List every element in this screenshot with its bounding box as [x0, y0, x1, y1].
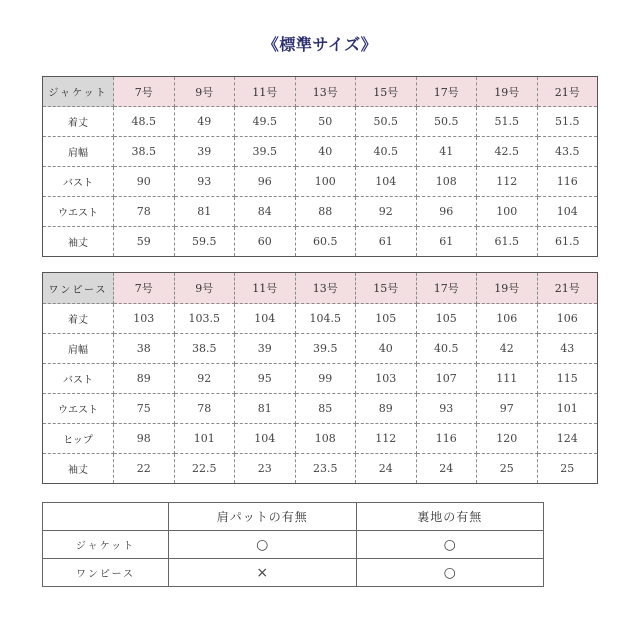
cell: 40.5: [416, 334, 477, 364]
table-row: [43, 394, 598, 424]
cell: 103: [356, 364, 417, 394]
cell: 100: [477, 197, 538, 227]
cell: 42.5: [477, 137, 538, 167]
table-row: [43, 197, 598, 227]
cell: 38.5: [174, 334, 235, 364]
cell: 100: [295, 167, 356, 197]
table-row: [43, 364, 598, 394]
cell: 88: [295, 197, 356, 227]
cell: 49: [174, 107, 235, 137]
cell: 50.5: [356, 107, 417, 137]
row-label: バスト: [43, 364, 114, 394]
jacket-size-table: [42, 76, 598, 257]
row-label: ヒップ: [43, 424, 114, 454]
cell: 61: [356, 227, 417, 257]
row-label: 袖丈: [43, 454, 114, 484]
cell: 99: [295, 364, 356, 394]
size-header: 15号: [356, 77, 417, 107]
cell: 93: [416, 394, 477, 424]
cell: 40: [356, 334, 417, 364]
size-header: 15号: [356, 273, 417, 304]
table-row: [43, 227, 598, 257]
size-header: 11号: [235, 77, 296, 107]
cell: 107: [416, 364, 477, 394]
options-table: [42, 502, 544, 587]
size-header: 13号: [295, 273, 356, 304]
row-label: 着丈: [43, 107, 114, 137]
cell: 24: [416, 454, 477, 484]
cell: 23.5: [295, 454, 356, 484]
row-label: ウエスト: [43, 394, 114, 424]
cell: 41: [416, 137, 477, 167]
cell: 90: [114, 167, 175, 197]
size-header: 19号: [477, 273, 538, 304]
size-header: 9号: [174, 273, 235, 304]
size-header: 7号: [114, 77, 175, 107]
size-header: 17号: [416, 273, 477, 304]
corner-cell: ジャケット: [43, 77, 114, 107]
cell: 38.5: [114, 137, 175, 167]
page-title: 《標準サイズ》: [262, 35, 378, 54]
cell: 101: [174, 424, 235, 454]
cell: 43.5: [537, 137, 598, 167]
size-header: 21号: [537, 273, 598, 304]
cell: 50.5: [416, 107, 477, 137]
circle-mark: ○: [356, 531, 544, 559]
cell: 81: [235, 394, 296, 424]
cell: 111: [477, 364, 538, 394]
cell: 75: [114, 394, 175, 424]
cell: 104: [235, 424, 296, 454]
table-row: [43, 334, 598, 364]
row-label: 肩幅: [43, 334, 114, 364]
table-header-row: [43, 503, 544, 531]
cell: 95: [235, 364, 296, 394]
cell: 24: [356, 454, 417, 484]
cell: 39.5: [295, 334, 356, 364]
cell: 89: [356, 394, 417, 424]
cell: 96: [416, 197, 477, 227]
cell: 40.5: [356, 137, 417, 167]
cell: 39: [174, 137, 235, 167]
cell: 22: [114, 454, 175, 484]
cell: 115: [537, 364, 598, 394]
cell: 25: [537, 454, 598, 484]
size-header: 7号: [114, 273, 175, 304]
shoulder-pad-header: 肩パットの有無: [169, 503, 357, 531]
cell: 78: [174, 394, 235, 424]
cell: 104: [537, 197, 598, 227]
cell: 50: [295, 107, 356, 137]
row-label: 袖丈: [43, 227, 114, 257]
cell: 39: [235, 334, 296, 364]
table-row: [43, 531, 544, 559]
cell: 105: [416, 304, 477, 334]
cell: 81: [174, 197, 235, 227]
cell: 23: [235, 454, 296, 484]
cell: 59.5: [174, 227, 235, 257]
size-header: 9号: [174, 77, 235, 107]
cell: 104: [356, 167, 417, 197]
size-header: 17号: [416, 77, 477, 107]
size-header: 13号: [295, 77, 356, 107]
table-row: [43, 167, 598, 197]
cell: 92: [356, 197, 417, 227]
cell: 49.5: [235, 107, 296, 137]
size-header: 11号: [235, 273, 296, 304]
table-row: [43, 424, 598, 454]
cell: 106: [537, 304, 598, 334]
size-header: 21号: [537, 77, 598, 107]
cell: 51.5: [477, 107, 538, 137]
row-label: 着丈: [43, 304, 114, 334]
table-row: [43, 559, 544, 587]
cell: 97: [477, 394, 538, 424]
onepiece-size-table: [42, 272, 598, 484]
cell: 112: [356, 424, 417, 454]
cell: 51.5: [537, 107, 598, 137]
cell: 42: [477, 334, 538, 364]
corner-cell: ワンピース: [43, 273, 114, 304]
table-row: [43, 137, 598, 167]
cell: 103.5: [174, 304, 235, 334]
cell: 48.5: [114, 107, 175, 137]
cell: 105: [356, 304, 417, 334]
cell: 59: [114, 227, 175, 257]
table-header-row: [43, 77, 598, 107]
cell: 103: [114, 304, 175, 334]
row-label: ワンピース: [43, 559, 169, 587]
cell: 61.5: [477, 227, 538, 257]
cell: 93: [174, 167, 235, 197]
cell: 43: [537, 334, 598, 364]
cell: 60: [235, 227, 296, 257]
cell: 104.5: [295, 304, 356, 334]
row-label: バスト: [43, 167, 114, 197]
cell: 39.5: [235, 137, 296, 167]
corner-cell: [43, 503, 169, 531]
cell: 25: [477, 454, 538, 484]
cell: 38: [114, 334, 175, 364]
cell: 108: [295, 424, 356, 454]
table-row: [43, 454, 598, 484]
cell: 98: [114, 424, 175, 454]
cell: 84: [235, 197, 296, 227]
cell: 101: [537, 394, 598, 424]
table-row: [43, 107, 598, 137]
row-label: ウエスト: [43, 197, 114, 227]
cell: 112: [477, 167, 538, 197]
row-label: 肩幅: [43, 137, 114, 167]
lining-header: 裏地の有無: [356, 503, 544, 531]
cell: 120: [477, 424, 538, 454]
cell: 116: [537, 167, 598, 197]
circle-mark: ○: [169, 531, 357, 559]
cell: 22.5: [174, 454, 235, 484]
cell: 96: [235, 167, 296, 197]
cell: 106: [477, 304, 538, 334]
cell: 89: [114, 364, 175, 394]
cell: 85: [295, 394, 356, 424]
table-row: [43, 304, 598, 334]
cell: 104: [235, 304, 296, 334]
cell: 40: [295, 137, 356, 167]
cell: 61: [416, 227, 477, 257]
cell: 108: [416, 167, 477, 197]
cell: 61.5: [537, 227, 598, 257]
cross-mark: ×: [169, 559, 357, 587]
cell: 78: [114, 197, 175, 227]
cell: 116: [416, 424, 477, 454]
circle-mark: ○: [356, 559, 544, 587]
cell: 60.5: [295, 227, 356, 257]
table-header-row: [43, 273, 598, 304]
cell: 92: [174, 364, 235, 394]
row-label: ジャケット: [43, 531, 169, 559]
size-header: 19号: [477, 77, 538, 107]
cell: 124: [537, 424, 598, 454]
